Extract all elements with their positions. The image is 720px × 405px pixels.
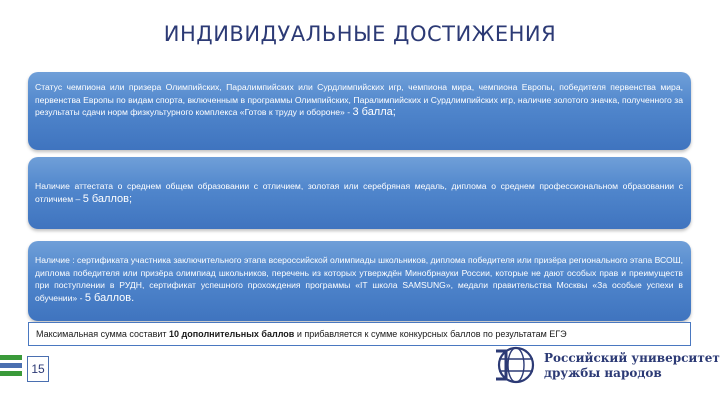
achievement-panel-diploma bbox=[28, 157, 691, 229]
max-sum-note bbox=[28, 322, 691, 346]
achievement-text bbox=[35, 180, 683, 205]
achievement-points: 5 баллов. bbox=[84, 291, 135, 304]
university-name-line2: дружбы народов bbox=[544, 366, 662, 380]
achievement-panel-sports bbox=[28, 72, 691, 150]
page-title: ИНДИВИДУАЛЬНЫЕ ДОСТИЖЕНИЯ bbox=[163, 22, 557, 46]
summary-after: и прибавляется к сумме конкурсных баллов по результатам ЕГЭ bbox=[296, 329, 567, 339]
summary-before: Максимальная сумма составит bbox=[36, 329, 167, 339]
achievement-description: Наличие : сертификата участника заключительного этапа всероссийской олимпиады школьников, диплома победителя или призёра регионального этапа ВСОШ, диплома победителя или призёра олимпиад школьников, перечень из которых утверждён Минобрнауки России, которые не дают особых прав и преимуществ при поступлении в РУДН, сертификат успешного прохождения программы «IT школа SAMSUNG», медали правительства Москвы «За особые успехи в обучении» - bbox=[35, 255, 683, 303]
achievement-panel-olympiad bbox=[28, 241, 691, 321]
page-number: 15 bbox=[27, 356, 49, 382]
achievement-description: Статус чемпиона или призера Олимпийских, Паралимпийских или Сурдлимпийских игр, чемпиона мира, чемпиона Европы, победителя первенства мира, первенства Европы по видам спорта, включенным в программы Олимпийских, Паралимпийских и Сурдлимпийских игр, наличие золотого значка, полученного за результаты сдачи норм физкультурного комплекса «Готов к труду и обороне» - bbox=[35, 82, 683, 118]
summary-bold: 10 дополнительных баллов bbox=[169, 329, 295, 339]
achievement-points: 5 баллов; bbox=[82, 192, 133, 205]
achievement-text bbox=[35, 81, 683, 119]
decor-stripes bbox=[0, 352, 22, 392]
university-name bbox=[544, 351, 720, 381]
achievement-description: Наличие аттестата о среднем общем образовании с отличием, золотая или серебряная медаль, диплома о среднем профессиональном образовании с отличием – bbox=[35, 181, 683, 204]
achievement-points: 3 балла; bbox=[352, 106, 396, 119]
university-name-line1: Российский университет bbox=[544, 351, 720, 365]
university-emblem-icon bbox=[492, 345, 540, 385]
achievement-text bbox=[35, 254, 683, 304]
